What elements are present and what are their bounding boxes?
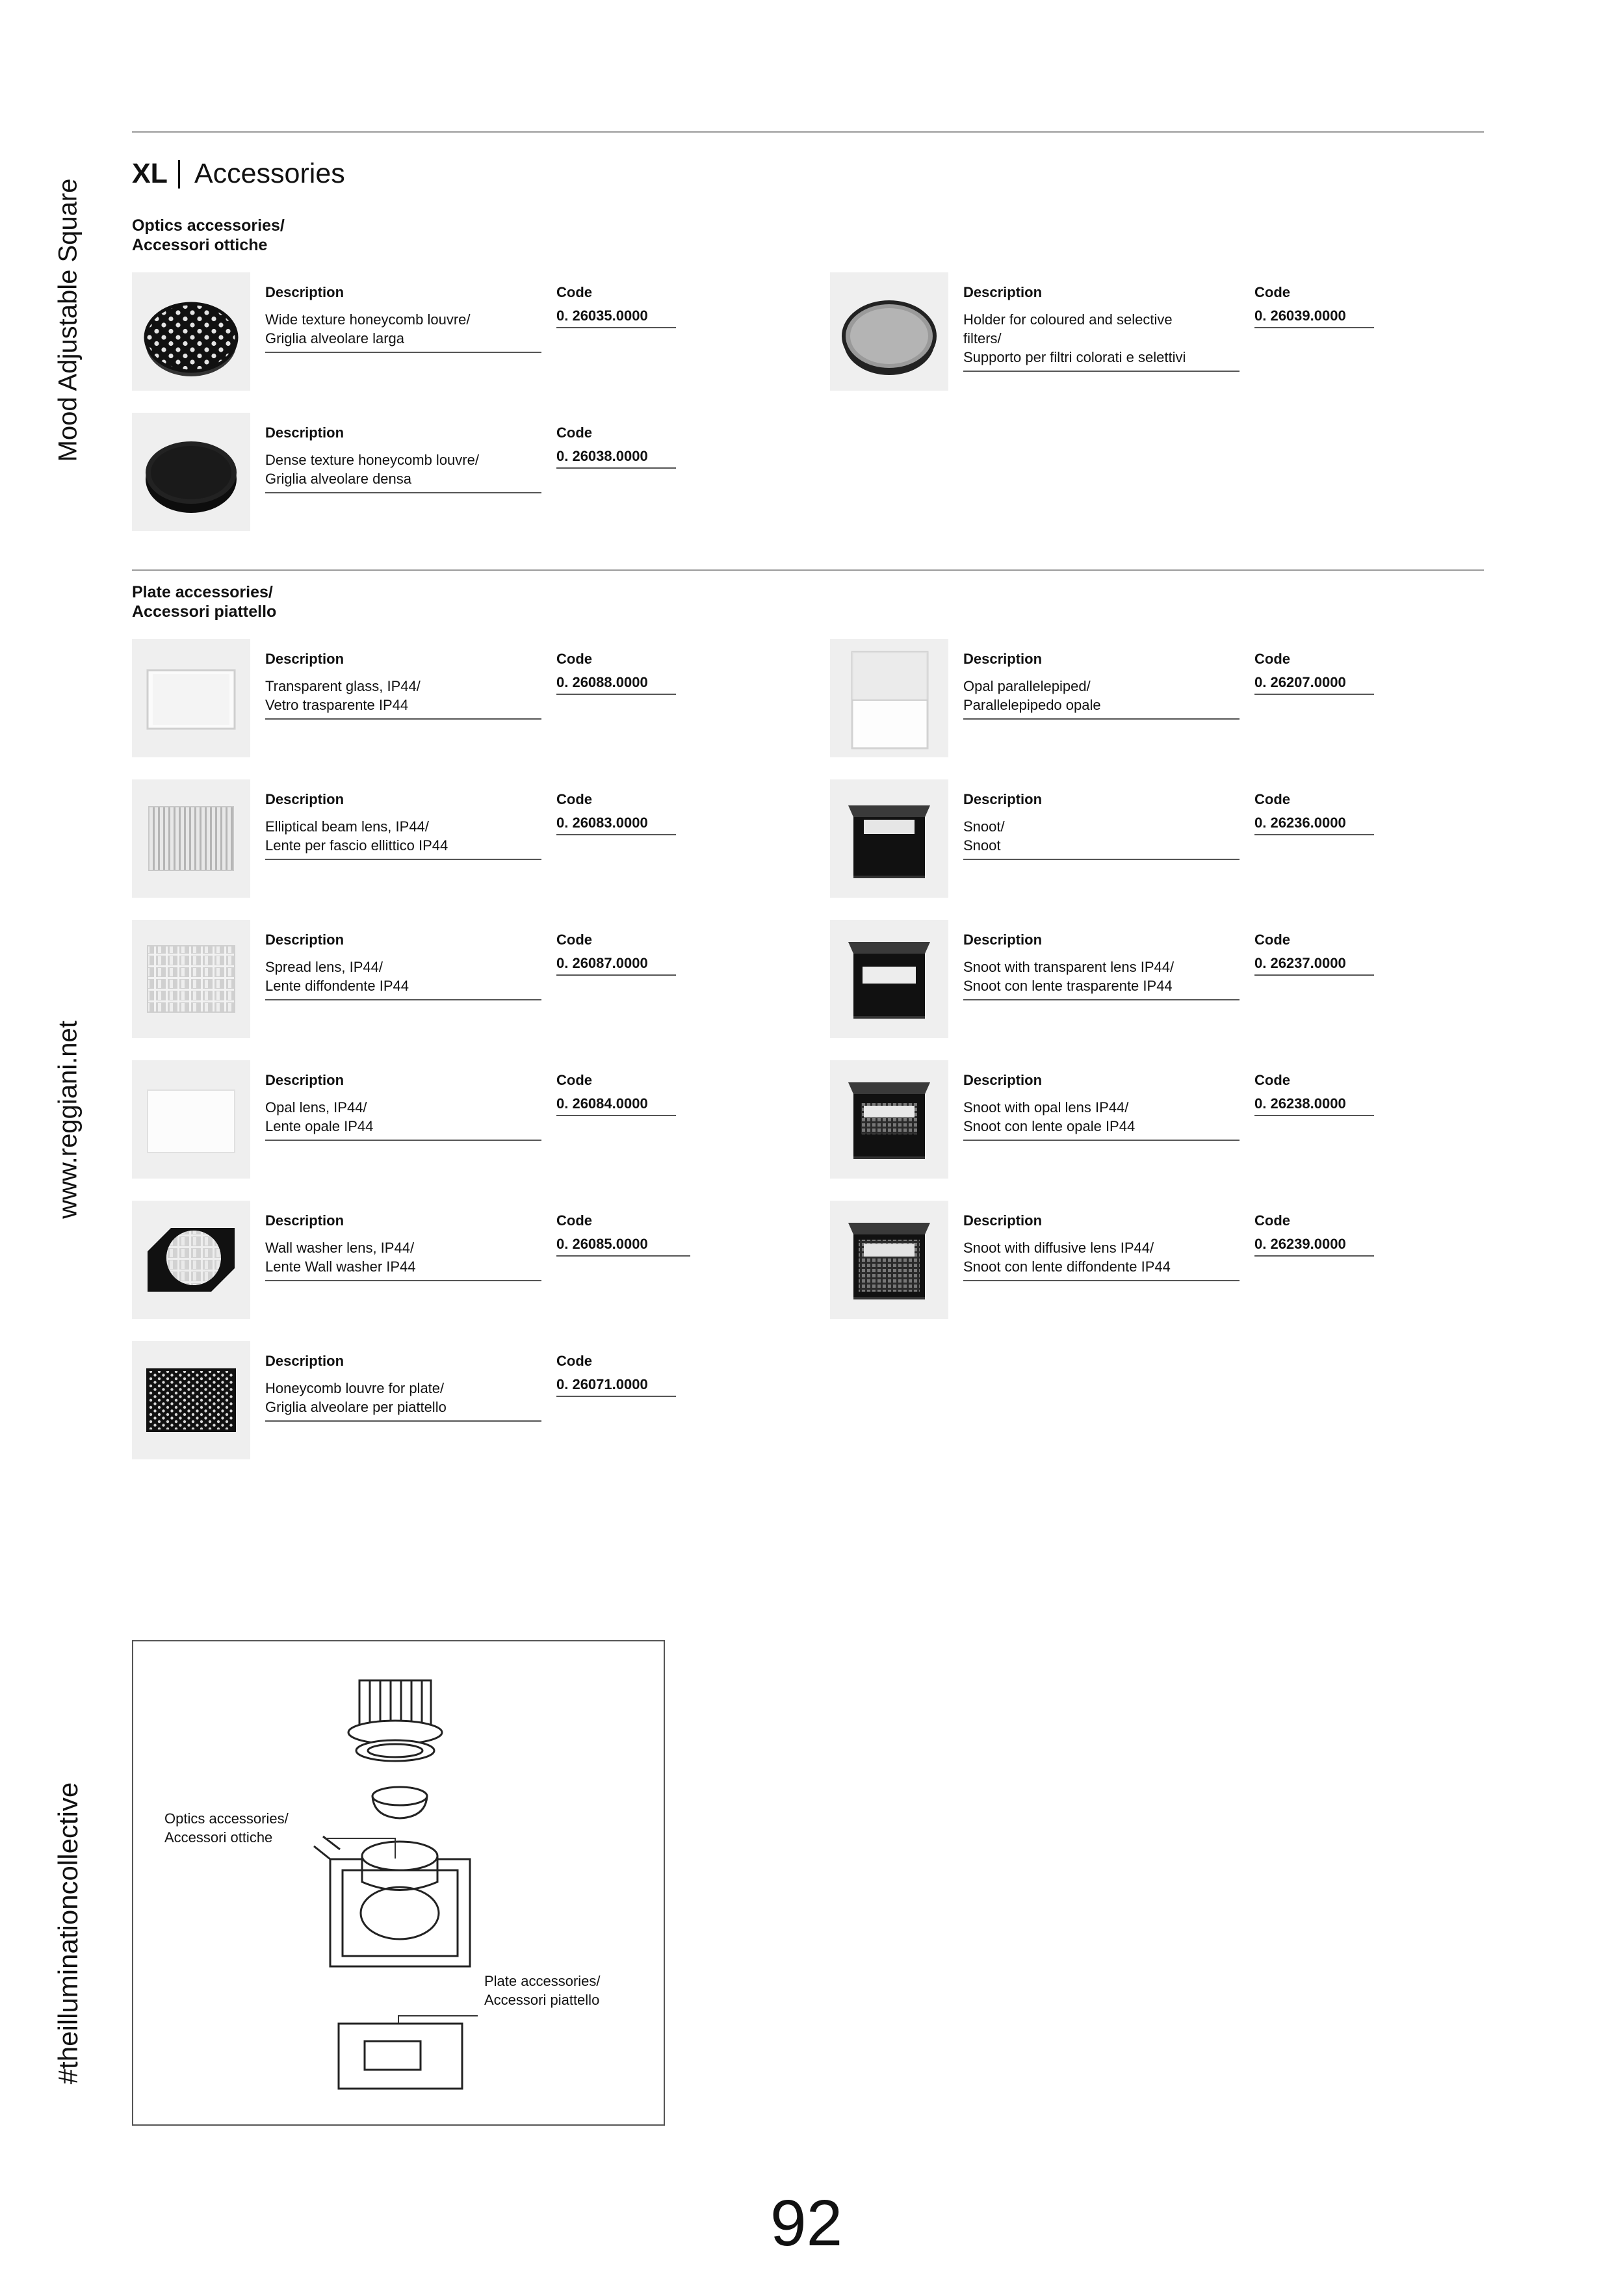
plate-item-10 [830,1201,1402,1319]
item-code: 0. 26085.0000 [556,1236,690,1257]
description-label: Description [265,424,344,441]
item-description: Dense texture honeycomb louvre/ Griglia alveolare densa [265,450,541,493]
sidebar-hashtag: #theilluminationcollective [53,1782,83,2085]
plate-item-11 [132,1341,704,1459]
item-description: Holder for coloured and selective filters/ Supporto per filtri colorati e selettivi [963,310,1240,372]
plate-item-5 [132,920,704,1038]
item-description: Spread lens, IP44/ Lente diffondente IP44 [265,958,541,1000]
item-description: Snoot with transparent lens IP44/ Snoot con lente trasparente IP44 [963,958,1240,1000]
item-code: 0. 26071.0000 [556,1376,676,1397]
item-description: Transparent glass, IP44/ Vetro trasparente IP44 [265,677,541,720]
page-title [132,158,345,190]
item-description: Snoot with opal lens IP44/ Snoot con lente opale IP44 [963,1098,1240,1141]
snoot-diffusive-icon [830,1201,948,1319]
exploded-diagram [132,1640,665,2126]
wall-washer-lens-icon [132,1201,250,1319]
plate-honeycomb-icon [132,1341,250,1459]
item-code: 0. 26039.0000 [1254,307,1374,328]
plate-item-9 [132,1201,704,1319]
spread-lens-icon [132,920,250,1038]
item-code: 0. 26088.0000 [556,674,676,695]
item-code: 0. 26084.0000 [556,1095,676,1116]
description-label: Description [265,932,344,948]
top-rule [132,131,1484,133]
diagram-optics-label: Optics accessories/ Accessori ottiche [164,1810,289,1846]
code-label: Code [556,1212,592,1229]
round-filter-holder-icon [830,272,948,391]
snoot-icon [830,779,948,898]
description-label: Description [963,651,1043,667]
item-code: 0. 26087.0000 [556,955,676,976]
snoot-transparent-icon [830,920,948,1038]
optics-item-2 [830,272,1402,391]
plate-item-1 [132,639,704,757]
optics-item-1 [132,272,704,391]
item-code: 0. 26236.0000 [1254,815,1374,835]
item-description: Wide texture honeycomb louvre/ Griglia alveolare larga [265,310,541,353]
description-label: Description [265,284,344,300]
title-divider [178,160,180,189]
plate-item-8 [830,1060,1402,1179]
plate-item-6 [830,920,1402,1038]
sidebar-website[interactable]: www.reggiani.net [53,1021,83,1219]
opal-lens-icon [132,1060,250,1179]
item-code: 0. 26237.0000 [1254,955,1374,976]
code-label: Code [1254,1212,1290,1229]
item-description: Opal parallelepiped/ Parallelepipedo opale [963,677,1240,720]
description-label: Description [963,284,1043,300]
item-description: Snoot with diffusive lens IP44/ Snoot con lente diffondente IP44 [963,1238,1240,1281]
snoot-opal-icon [830,1060,948,1179]
code-label: Code [556,284,592,300]
description-label: Description [963,932,1043,948]
code-label: Code [556,932,592,948]
item-code: 0. 26038.0000 [556,448,676,469]
item-description: Wall washer lens, IP44/ Lente Wall washer IP44 [265,1238,541,1281]
plate-item-4 [830,779,1402,898]
description-label: Description [265,1212,344,1229]
page-number: 92 [770,2187,843,2260]
code-label: Code [1254,1072,1290,1088]
item-code: 0. 26239.0000 [1254,1236,1374,1257]
plate-item-2 [830,639,1402,757]
item-code: 0. 26238.0000 [1254,1095,1374,1116]
description-label: Description [963,1072,1043,1088]
transparent-glass-icon [132,639,250,757]
optics-section-title: Optics accessories/ Accessori ottiche [132,216,285,254]
description-label: Description [963,791,1043,807]
item-description: Snoot/ Snoot [963,817,1240,860]
code-label: Code [1254,932,1290,948]
opal-parallelepiped-icon [830,639,948,757]
model-label: XL [132,158,168,189]
code-label: Code [1254,651,1290,667]
description-label: Description [265,651,344,667]
code-label: Code [556,1353,592,1369]
description-label: Description [265,1353,344,1369]
code-label: Code [1254,284,1290,300]
item-code: 0. 26083.0000 [556,815,676,835]
code-label: Code [556,1072,592,1088]
fixture-exploded-drawing [133,1641,664,2124]
sidebar-product-name: Mood Adjustable Square [53,178,83,462]
plate-item-3 [132,779,704,898]
item-description: Honeycomb louvre for plate/ Griglia alveolare per piattello [265,1379,541,1422]
section-rule [132,569,1484,571]
description-label: Description [963,1212,1043,1229]
code-label: Code [556,791,592,807]
plate-section-title: Plate accessories/ Accessori piattello [132,583,277,621]
item-description: Opal lens, IP44/ Lente opale IP44 [265,1098,541,1141]
item-code: 0. 26035.0000 [556,307,676,328]
code-label: Code [556,651,592,667]
code-label: Code [556,424,592,441]
section-label: Accessories [194,158,345,189]
round-honeycomb-dense-icon [132,413,250,531]
plate-item-7 [132,1060,704,1179]
code-label: Code [1254,791,1290,807]
description-label: Description [265,791,344,807]
item-description: Elliptical beam lens, IP44/ Lente per fascio ellittico IP44 [265,817,541,860]
diagram-plate-label: Plate accessories/ Accessori piattello [484,1973,601,2008]
description-label: Description [265,1072,344,1088]
elliptical-lens-icon [132,779,250,898]
item-code: 0. 26207.0000 [1254,674,1374,695]
optics-item-3 [132,413,704,531]
round-honeycomb-wide-icon [132,272,250,391]
